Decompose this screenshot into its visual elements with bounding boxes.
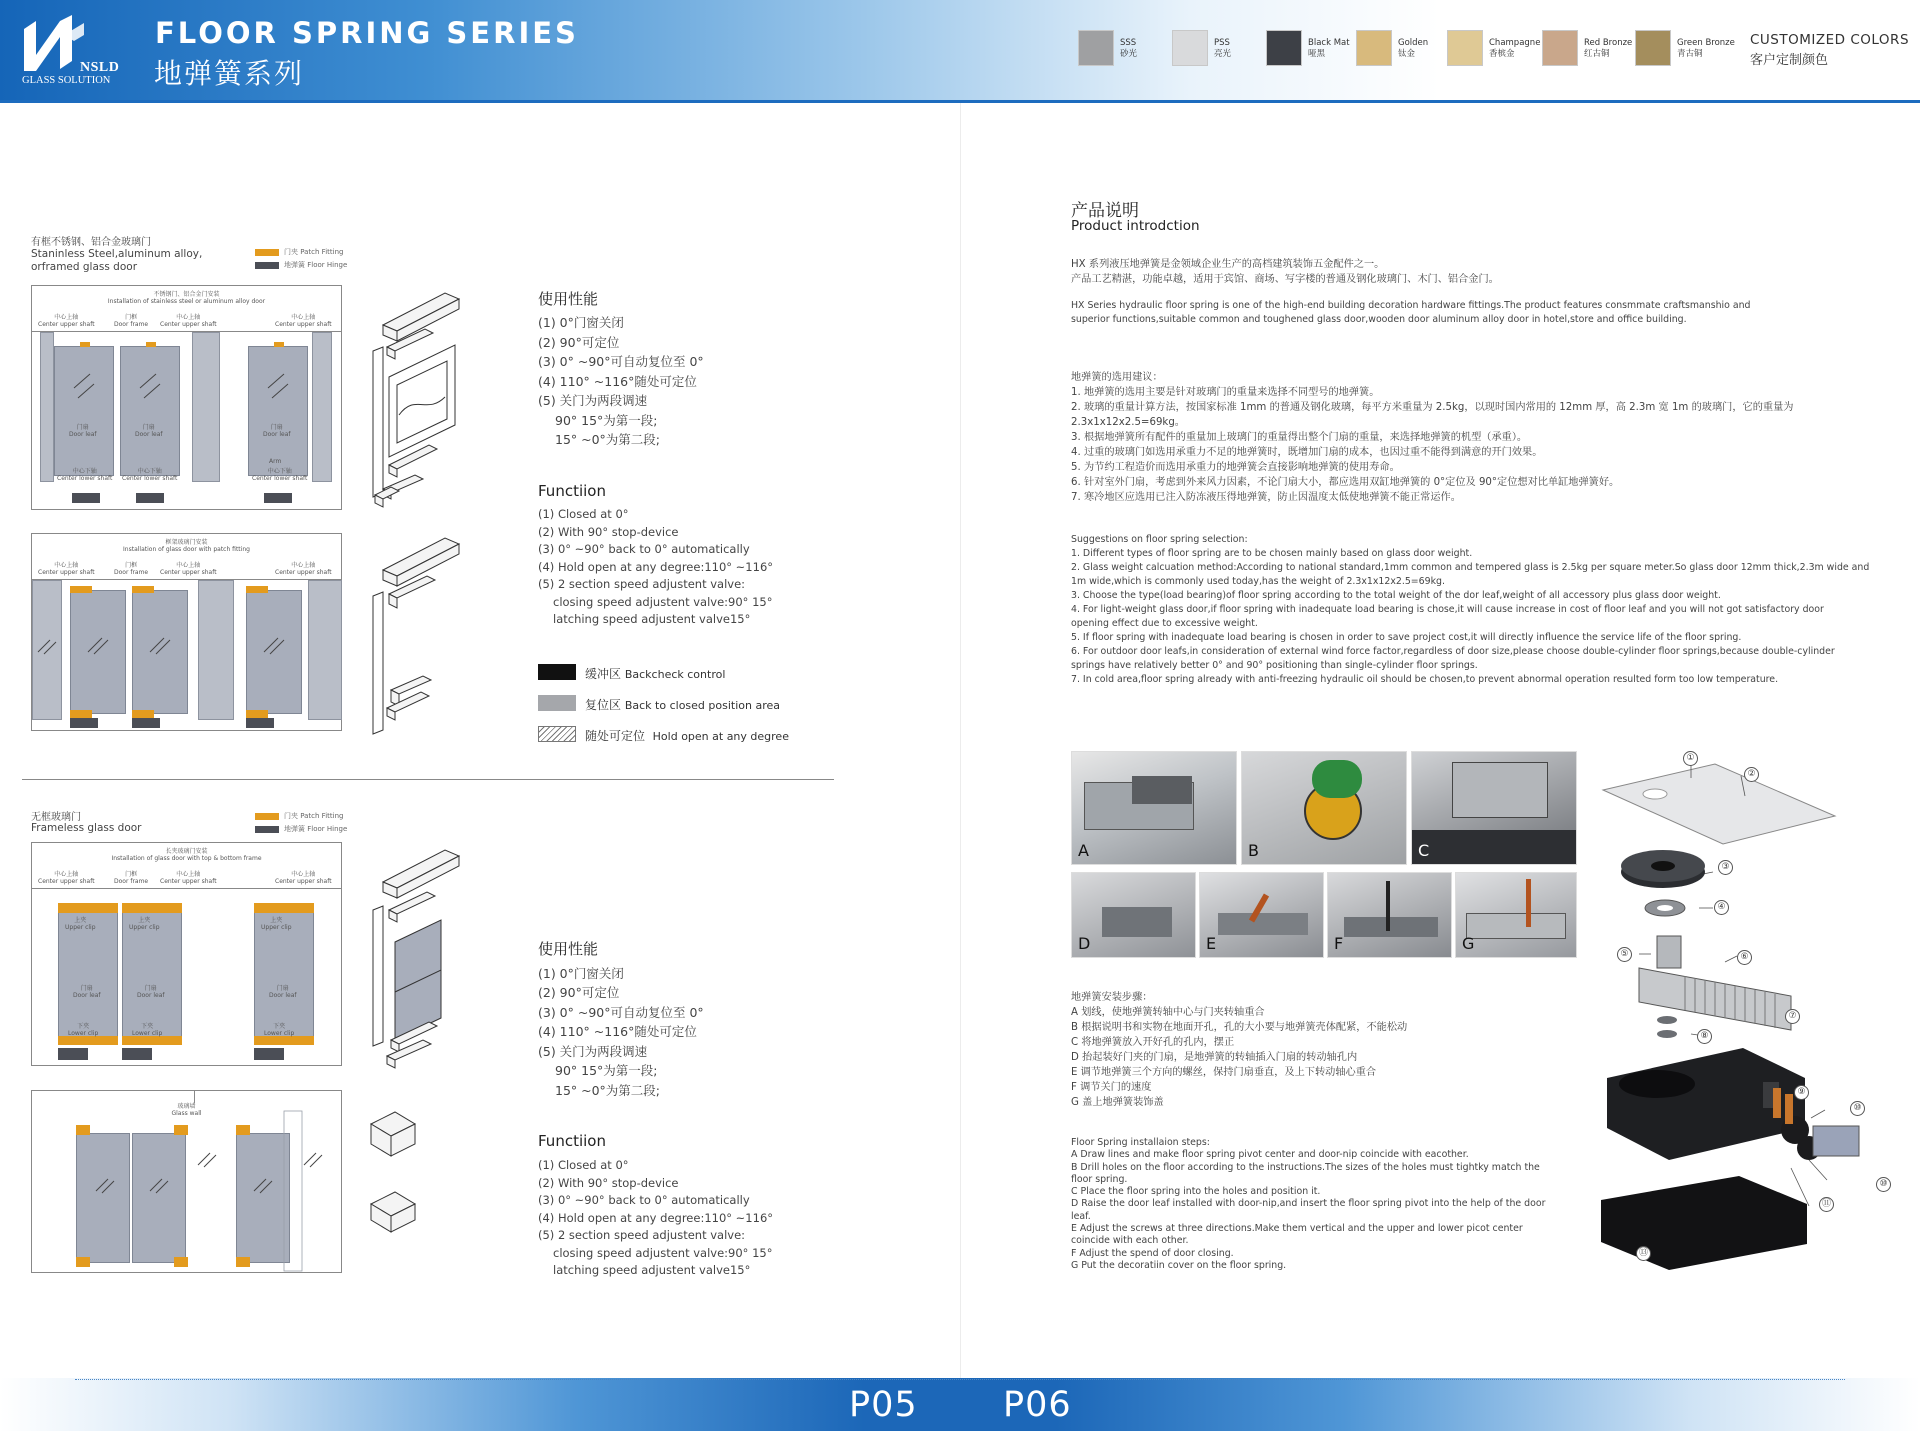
- diagram-framed-door: [31, 285, 342, 510]
- diagram-label: 上夹 Upper clip: [65, 917, 96, 931]
- diagram-label: 门扇 Door leaf: [263, 424, 291, 438]
- intro-en-line: HX Series hydraulic floor spring is one of the high-end building decoration hardware fittings.The product features consmmate craftsmanshio and: [1071, 300, 1751, 311]
- color-swatch-label: PSS 亮光: [1214, 38, 1232, 59]
- frameless-door-parts-illustration: [365, 842, 475, 1302]
- diagram-title-en: Installation of stainless steel or aluminum alloy door: [107, 298, 266, 305]
- diagram-label: 门扇 Door leaf: [137, 985, 165, 999]
- legend-patch-fitting: 门夹 Patch Fitting: [255, 247, 343, 257]
- part-number-9: ⑨: [1794, 1085, 1809, 1100]
- selection-advice-en-item: 4. For light-weight glass door,if floor spring with inadequate load bearing is chose,it will cause increase in cost of floor leaf and you will not got satisfactory door: [1071, 604, 1824, 615]
- legend-floor-hinge: 地弹簧 Floor Hinge: [255, 260, 347, 270]
- diagram-label: 中心上轴 Center upper shaft: [38, 562, 95, 576]
- page-number-right: P06: [1003, 1385, 1072, 1425]
- part-number-5: ⑤: [1617, 947, 1632, 962]
- install-photo-b: [1241, 751, 1407, 865]
- performance-line: (1) 0°门窗关闭: [538, 966, 624, 981]
- install-step-en: A Draw lines and make floor spring pivot center and door-nip coincide with eacother.: [1071, 1149, 1469, 1161]
- selection-advice-cn-item: 5. 为节约工程造价而选用承重力的地弹簧会直接影响地弹簧的使用寿命。: [1071, 462, 1400, 473]
- diagram-glass-wall-door: [31, 1090, 342, 1273]
- install-photo-f: [1327, 872, 1452, 958]
- diagram-label: 中心下轴 Center lower shaft: [122, 468, 178, 482]
- section1-label-en-1: Staninless Steel,aluminum alloy,: [31, 248, 203, 260]
- selection-advice-en-item: 1. Different types of floor spring are to be chosen mainly based on glass door weight.: [1071, 548, 1473, 559]
- selection-advice-en: [1071, 533, 1869, 687]
- function-line: (1) Closed at 0°: [538, 1158, 629, 1172]
- performance-line: (4) 110° ~116°随处可定位: [538, 1024, 697, 1039]
- performance-title-1: 使用性能: [538, 290, 599, 308]
- function-line: latching speed adjustent valve15°: [553, 612, 751, 626]
- part-number-4: ④: [1714, 900, 1729, 915]
- performance-line: (5) 关门为两段调速: [538, 1044, 648, 1059]
- diagram-label: 门框 Door frame: [114, 314, 149, 328]
- diagram-label: 下夹 Lower clip: [264, 1023, 295, 1037]
- performance-title-2: 使用性能: [538, 940, 599, 958]
- function-line: (4) Hold open at any degree:110° ~116°: [538, 1211, 774, 1225]
- diagram-label: 中心上轴 Center upper shaft: [275, 314, 332, 328]
- function-title-1: Functiion: [538, 482, 606, 500]
- photo-letter: A: [1078, 841, 1089, 860]
- function-line: (2) With 90° stop-device: [538, 525, 679, 539]
- page-spine: [960, 103, 961, 1378]
- part-number-10: ⑩: [1850, 1101, 1865, 1116]
- intro-paragraph-en: [1071, 299, 1751, 327]
- photo-letter: D: [1078, 934, 1091, 953]
- install-photo-c: [1411, 751, 1577, 865]
- selection-advice-en-item: springs have relatively better 0° and 90° positioning than single-cylinder floor springs.: [1071, 660, 1478, 671]
- function-line: (4) Hold open at any degree:110° ~116°: [538, 560, 774, 574]
- diagram-patch-fitting-door: [31, 533, 342, 731]
- install-step-en: C Place the floor spring into the holes and position it.: [1071, 1186, 1321, 1198]
- exploded-parts-diagram: [1595, 748, 1895, 1278]
- color-swatch-label: Black Mat 哑黑: [1308, 38, 1350, 59]
- diagram-label: 下夹 Lower clip: [68, 1023, 99, 1037]
- color-swatch: [1447, 30, 1483, 66]
- install-steps-cn: [1071, 990, 1407, 1110]
- function-line: closing speed adjustent valve:90° 15°: [553, 1246, 773, 1260]
- performance-line: (5) 关门为两段调速: [538, 393, 648, 408]
- part-number-10b: ⑩: [1876, 1177, 1891, 1192]
- install-photo-g: [1455, 872, 1577, 958]
- section1-label-cn: 有框不锈钢、铝合金玻璃门: [31, 237, 151, 248]
- photo-letter: F: [1334, 934, 1344, 953]
- color-swatch: [1078, 30, 1114, 66]
- function-line: (1) Closed at 0°: [538, 507, 629, 521]
- install-step-en: coincide with each other.: [1071, 1235, 1189, 1247]
- photo-letter: B: [1248, 841, 1259, 860]
- diagram-label: 中心下轴 Center lower shaft: [57, 468, 113, 482]
- color-swatch-label: Golden 钛金: [1398, 38, 1429, 59]
- intro-paragraph-cn: [1071, 257, 1499, 287]
- key-swatch-back-to-closed: [538, 695, 576, 711]
- function-line: (3) 0° ~90° back to 0° automatically: [538, 542, 750, 556]
- footer-band: [0, 1378, 1920, 1431]
- performance-line: 15° ~0°为第二段;: [555, 1083, 661, 1098]
- install-step-cn: D 抬起装好门夹的门扇，是地弹簧的转轴插入门扇的转动轴孔内: [1071, 1052, 1358, 1063]
- diagram-label: 门扇 Door leaf: [269, 985, 297, 999]
- intro-en-line: superior functions,suitable common and toughened glass door,wooden door aluminum alloy door in hotel,store and office building.: [1071, 314, 1687, 325]
- series-title-en: FLOOR SPRING SERIES: [155, 16, 579, 50]
- key-swatch-backcheck: [538, 664, 576, 680]
- install-step-cn: G 盖上地弹簧装饰盖: [1071, 1097, 1164, 1108]
- selection-advice-cn-item: 2.3x1x12x2.5=69kg。: [1071, 417, 1185, 428]
- diagram-label: 上夹 Upper clip: [129, 917, 160, 931]
- selection-advice-cn-item: 4. 过重的玻璃门如选用承重力不足的地弹簧时，既增加门扇的成本，也因过重不能得到满意的开门效果。: [1071, 447, 1543, 458]
- selection-advice-en-item: 1m wide,which is commonly used today,has the weight of 2.3x1x12x2.5=69kg.: [1071, 576, 1445, 587]
- diagram-label-arm: Arm: [269, 458, 282, 465]
- section2-label-en: Frameless glass door: [31, 822, 142, 834]
- selection-advice-cn-item: 2. 玻璃的重量计算方法，按国家标准 1mm 的普通及钢化玻璃，每平方米重量为 2.5kg，以现时国内常用的 12mm 厚，高 2.3m 宽 1m 的玻璃门，它的重量为: [1071, 402, 1794, 413]
- diagram-title-en: Installation of glass door with top & bottom frame: [111, 855, 262, 862]
- diagram-frameless-door: [31, 842, 342, 1066]
- selection-advice-cn-item: 1. 地弹簧的选用主要是针对玻璃门的重量来选择不同型号的地弹簧。: [1071, 387, 1380, 398]
- install-steps-en: [1071, 1137, 1545, 1272]
- performance-line: 15° ~0°为第二段;: [555, 432, 661, 447]
- install-step-en: F Adjust the spend of door closing.: [1071, 1247, 1234, 1259]
- photo-letter: E: [1206, 934, 1217, 953]
- color-swatch-label: Champagne 香槟金: [1489, 38, 1541, 59]
- color-swatch-label: SSS 砂光: [1120, 38, 1138, 59]
- diagram-title-en: Installation of glass door with patch fitting: [123, 546, 250, 553]
- install-photo-d: [1071, 872, 1196, 958]
- photo-letter: G: [1462, 934, 1475, 953]
- product-intro-title-en: Product introdction: [1071, 218, 1200, 234]
- framed-door-parts-illustration: [365, 285, 475, 755]
- part-number-1: ①: [1683, 751, 1698, 766]
- logo-brand-name: NSLD: [80, 60, 120, 75]
- selection-advice-cn-item: 7. 寒冷地区应选用已注入防冻液压得地弹簧，防止因温度太低使地弹簧不能正常运作。: [1071, 492, 1461, 503]
- selection-advice-en-item: 5. If floor spring with inadequate load bearing is chosen in order to save project cost,it will directly influence the service life of the floor spring.: [1071, 632, 1742, 643]
- part-number-2: ②: [1744, 767, 1759, 782]
- diagram-label: 中心上轴 Center upper shaft: [38, 314, 95, 328]
- selection-advice-cn-item: 3. 根据地弹簧所有配件的重量加上玻璃门的重量得出整个门扇的重量，来选择地弹簧的机型（承重）。: [1071, 432, 1528, 443]
- performance-line: 90° 15°为第一段;: [555, 1063, 658, 1078]
- diagram-title-cn: 玻璃墙: [177, 1103, 196, 1110]
- custom-colors-cn: 客户定制颜色: [1750, 53, 1829, 68]
- diagram-label: 下夹 Lower clip: [132, 1023, 163, 1037]
- diagram-label: 中心上轴 Center upper shaft: [160, 314, 217, 328]
- photo-letter: C: [1418, 841, 1430, 860]
- selection-advice-en-item: 2. Glass weight calcuation method:According to national standard,1mm common and tempered glass is 2.5kg per square meter.So glass door 12mm thick,2.3m wide and: [1071, 562, 1870, 573]
- key-hold-open: 随处可定位 Hold open at any degree: [585, 729, 789, 743]
- install-step-en: B Drill holes on the floor according to the instructions.The sizes of the holes must tightky match the: [1071, 1161, 1540, 1173]
- selection-advice-cn-title: 地弹簧的选用建议：: [1071, 372, 1163, 383]
- section1-label-en-2: orframed glass door: [31, 261, 138, 273]
- performance-line: (2) 90°可定位: [538, 985, 620, 1000]
- install-steps-cn-title: 地弹簧安装步骤：: [1071, 992, 1153, 1003]
- part-number-11: ⑪: [1819, 1197, 1834, 1212]
- product-intro-title-cn: 产品说明: [1071, 201, 1139, 221]
- intro-cn-line: HX 系列液压地弹簧是金领域企业生产的高档建筑装饰五金配件之一。: [1071, 259, 1385, 270]
- part-number-6: ⑥: [1737, 950, 1752, 965]
- install-step-cn: C 将地弹簧放入开好孔的孔内，摆正: [1071, 1037, 1235, 1048]
- color-swatch-label: Red Bronze 红古铜: [1584, 38, 1633, 59]
- legend-patch-fitting: 门夹 Patch Fitting: [255, 811, 343, 821]
- function-line: closing speed adjustent valve:90° 15°: [553, 595, 773, 609]
- selection-advice-en-item: opening effect due to excessive weight.: [1071, 618, 1258, 629]
- section-divider: [22, 779, 834, 780]
- function-line: latching speed adjustent valve15°: [553, 1263, 751, 1277]
- install-step-en: leaf.: [1071, 1210, 1091, 1222]
- install-step-cn: F 调节关门的速度: [1071, 1082, 1152, 1093]
- selection-advice-en-item: 6. For outdoor door leafs,in consideration of external wind force factor,regardless of door size,please choose double-cylinder floor springs,because double-cylinder: [1071, 646, 1835, 657]
- diagram-label: 中心上轴 Center upper shaft: [38, 871, 95, 885]
- color-swatch: [1172, 30, 1208, 66]
- diagram-label: 中心上轴 Center upper shaft: [160, 562, 217, 576]
- diagram-label: 中心上轴 Center upper shaft: [275, 562, 332, 576]
- performance-line: (4) 110° ~116°随处可定位: [538, 374, 697, 389]
- selection-advice-cn: [1071, 370, 1793, 505]
- selection-advice-en-item: 3. Choose the type(load bearing)of floor spring according to the total weight of the dor leaf,weight of all accessory plus glass door weight.: [1071, 590, 1721, 601]
- brand-logo: [22, 15, 134, 87]
- function-line: (5) 2 section speed adjustent valve:: [538, 1228, 746, 1242]
- diagram-label: 门扇 Door leaf: [69, 424, 97, 438]
- performance-line: (1) 0°门窗关闭: [538, 315, 624, 330]
- section2-label-cn: 无框玻璃门: [31, 812, 81, 823]
- selection-advice-cn-item: 6. 针对室外门扇，考虑到外来风力因素，不论门扇大小，都应选用双缸地弹簧的 0°定位及 90°定位想对比单缸地弹簧好。: [1071, 477, 1620, 488]
- diagram-label: 门扇 Door leaf: [135, 424, 163, 438]
- function-title-2: Functiion: [538, 1132, 606, 1150]
- footer-dotted-rule: [75, 1379, 1845, 1380]
- install-steps-en-title: Floor Spring installaion steps:: [1071, 1137, 1210, 1148]
- diagram-label: 中心上轴 Center upper shaft: [275, 871, 332, 885]
- key-back-to-closed: 复位区 Back to closed position area: [585, 698, 780, 712]
- color-swatch: [1635, 30, 1671, 66]
- install-photo-e: [1199, 872, 1324, 958]
- part-number-13: ⑬: [1636, 1246, 1651, 1261]
- diagram-label: 门框 Door frame: [114, 871, 149, 885]
- performance-line: 90° 15°为第一段;: [555, 413, 658, 428]
- custom-colors-en: CUSTOMIZED COLORS: [1750, 32, 1910, 48]
- diagram-label: 中心上轴 Center upper shaft: [160, 871, 217, 885]
- diagram-title-en: Glass wall: [171, 1110, 202, 1117]
- color-swatch: [1356, 30, 1392, 66]
- part-number-3: ③: [1718, 860, 1733, 875]
- install-step-cn: E 调节地弹簧三个方向的螺丝，保持门扇垂直，及上下转动轴心重合: [1071, 1067, 1377, 1078]
- function-line: (5) 2 section speed adjustent valve:: [538, 577, 746, 591]
- diagram-title-cn: 框架玻璃门安装: [165, 539, 208, 546]
- key-swatch-hold-open: [538, 726, 576, 742]
- performance-line: (3) 0° ~90°可自动复位至 0°: [538, 1005, 704, 1020]
- color-swatch-label: Green Bronze 青古铜: [1677, 38, 1735, 59]
- performance-line: (2) 90°可定位: [538, 335, 620, 350]
- performance-line: (3) 0° ~90°可自动复位至 0°: [538, 354, 704, 369]
- selection-advice-en-item: 7. In cold area,floor spring already with anti-freezing hydraulic oil should be chosen,to prevent abnormal operation resulted form too low temperature.: [1071, 674, 1779, 685]
- diagram-title-cn: 不锈钢门、铝合金门安装: [153, 291, 220, 298]
- install-step-cn: A 划线，使地弹簧转轴中心与门夹转轴重合: [1071, 1007, 1265, 1018]
- legend-floor-hinge: 地弹簧 Floor Hinge: [255, 824, 347, 834]
- install-step-en: G Put the decoratiin cover on the floor spring.: [1071, 1259, 1287, 1271]
- color-swatch: [1542, 30, 1578, 66]
- diagram-label: 门框 Door frame: [114, 562, 149, 576]
- part-number-7: ⑦: [1785, 1009, 1800, 1024]
- series-title-cn: 地弹簧系列: [154, 57, 305, 90]
- page-number-left: P05: [849, 1385, 918, 1425]
- color-swatch: [1266, 30, 1302, 66]
- selection-advice-en-title: Suggestions on floor spring selection:: [1071, 534, 1248, 545]
- diagram-label: 中心下轴 Center lower shaft: [252, 468, 308, 482]
- function-line: (2) With 90° stop-device: [538, 1176, 679, 1190]
- diagram-label: 门扇 Door leaf: [73, 985, 101, 999]
- part-number-8: ⑧: [1697, 1029, 1712, 1044]
- install-photo-a: [1071, 751, 1237, 865]
- install-step-en: floor spring.: [1071, 1173, 1128, 1185]
- function-line: (3) 0° ~90° back to 0° automatically: [538, 1193, 750, 1207]
- diagram-title-cn: 长夹玻璃门安装: [165, 848, 208, 855]
- diagram-label: 上夹 Upper clip: [261, 917, 292, 931]
- key-backcheck: 缓冲区 Backcheck control: [585, 667, 726, 681]
- install-step-cn: B 根据说明书和实物在地面开孔，孔的大小要与地弹簧壳体配紧，不能松动: [1071, 1022, 1408, 1033]
- logo-tagline: GLASS SOLUTION: [22, 75, 111, 86]
- intro-cn-line: 产品工艺精湛，功能卓越，适用于宾馆、商场、写字楼的普通及钢化玻璃门、木门、铝合金门。: [1071, 274, 1499, 285]
- install-step-en: E Adjust the screws at three directions.Make them vertical and the upper and lower picot center: [1071, 1223, 1523, 1235]
- install-step-en: D Raise the door leaf installed with door-nip,and insert the floor spring pivot into the help of the door: [1071, 1198, 1546, 1210]
